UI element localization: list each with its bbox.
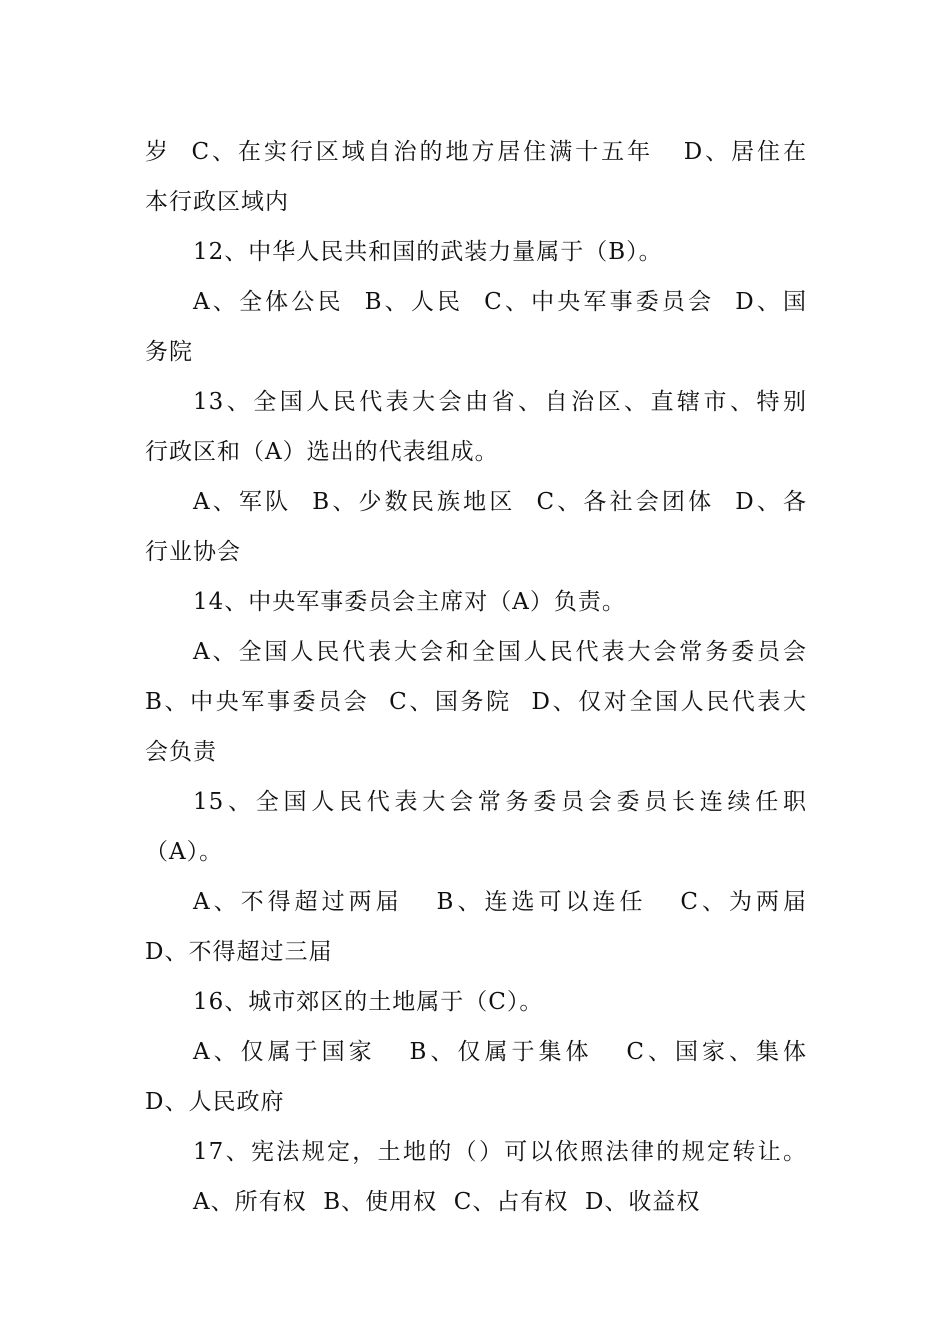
question-16: 16、城市郊区的土地属于（C）。: [193, 989, 544, 1015]
options-14: A、全国人民代表大会和全国人民代表大会常务委员会: [193, 639, 807, 665]
text-line: 行政区和（A）选出的代表组成。: [145, 439, 499, 465]
document-body: [145, 127, 807, 1227]
text-line: 务院: [145, 339, 193, 365]
options-15: A、不得超过两届 B、连选可以连任 C、为两届: [193, 889, 807, 915]
question-14: 14、中央军事委员会主席对（A）负责。: [193, 589, 626, 615]
question-17: 17、宪法规定，土地的（）可以依照法律的规定转让。: [193, 1139, 807, 1165]
text-line: 岁 C、在实行区域自治的地方居住满十五年 D、居住在: [145, 139, 807, 165]
question-12: 12、中华人民共和国的武装力量属于（B）。: [193, 239, 663, 265]
text-line: B、中央军事委员会 C、国务院 D、仅对全国人民代表大: [145, 689, 807, 715]
text-line: 会负责: [145, 739, 217, 765]
text-line: （A）。: [145, 839, 224, 865]
question-15: 15、全国人民代表大会常务委员会委员长连续任职: [193, 789, 807, 815]
text-line: D、人民政府: [145, 1089, 285, 1115]
options-13: A、军队 B、少数民族地区 C、各社会团体 D、各: [193, 489, 807, 515]
options-16: A、仅属于国家 B、仅属于集体 C、国家、集体: [193, 1039, 807, 1065]
options-17: A、所有权 B、使用权 C、占有权 D、收益权: [193, 1189, 701, 1215]
question-13: 13、全国人民代表大会由省、自治区、直辖市、特别: [193, 389, 807, 415]
text-line: D、不得超过三届: [145, 939, 333, 965]
text-line: 本行政区域内: [145, 189, 289, 215]
text-line: 行业协会: [145, 539, 241, 565]
options-12: A、全体公民 B、人民 C、中央军事委员会 D、国: [193, 289, 807, 315]
